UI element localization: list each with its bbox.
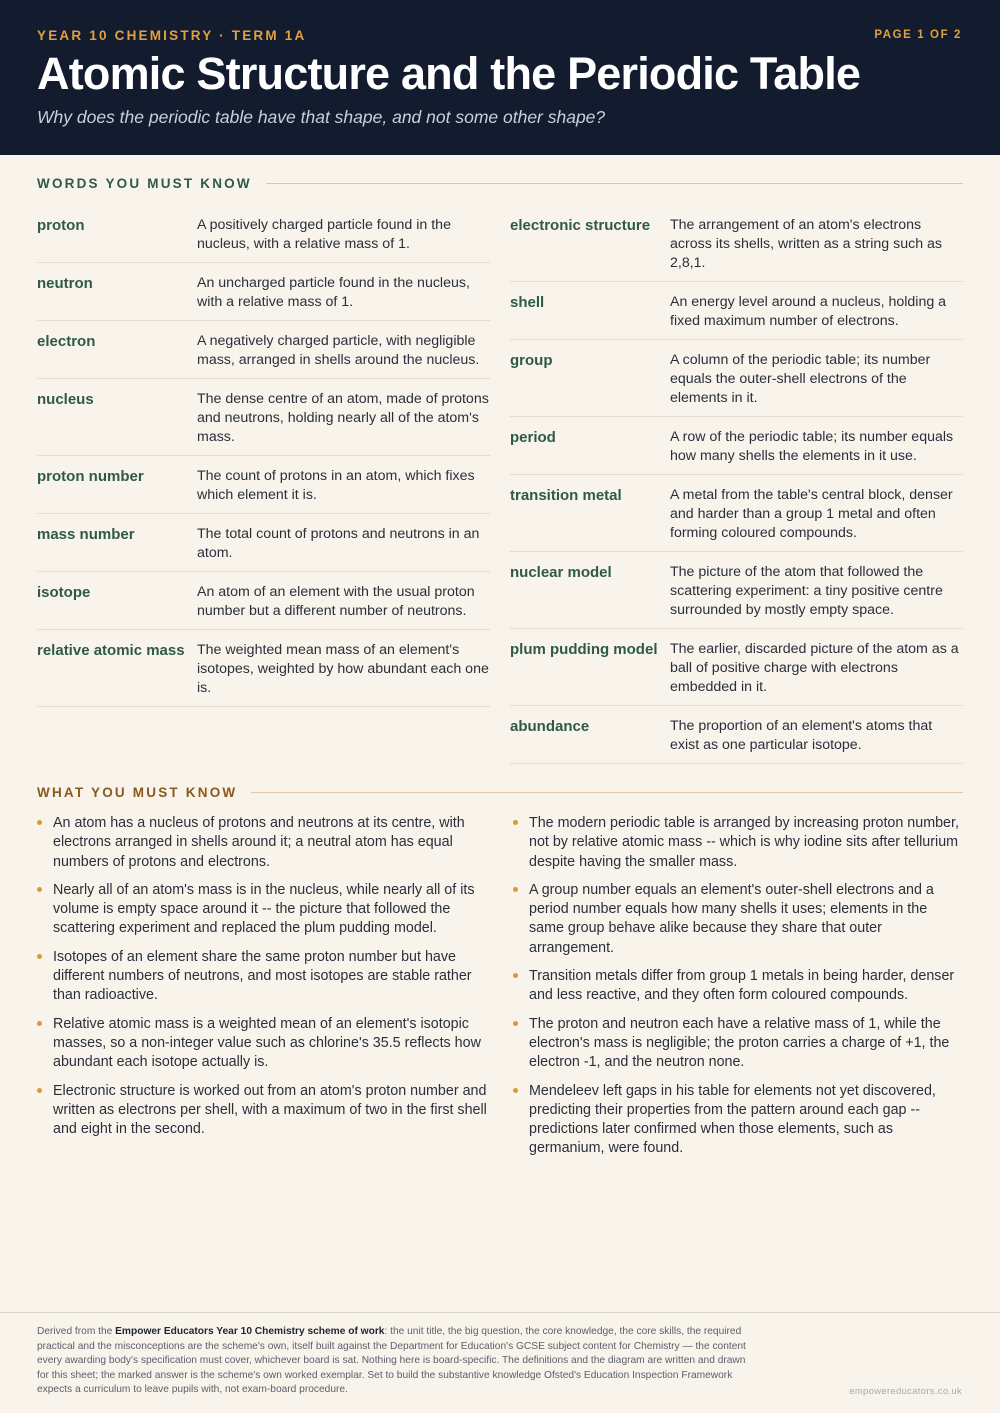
key-point: [513, 1015, 963, 1073]
bullet-icon: [513, 973, 518, 978]
glossary-row: [37, 263, 490, 321]
glossary-term: neutron: [37, 275, 93, 292]
key-point-text: Mendeleev left gaps in his table for elements not yet discovered, predicting their properties from the pattern around each gap -- predictions later confirmed when those elements, such as germanium, were found.: [529, 1082, 936, 1157]
words-heading-rule: [266, 183, 963, 184]
glossary-definition: A metal from the table's central block, denser and harder than a group 1 metal and often forming coloured compounds.: [670, 487, 953, 541]
bullet-icon: [513, 1021, 518, 1026]
bullet-icon: [37, 1088, 42, 1093]
bullet-icon: [513, 1088, 518, 1093]
glossary-row: [37, 630, 490, 707]
key-point: [37, 814, 490, 872]
key-points: [37, 814, 963, 1168]
glossary-term: nuclear model: [510, 564, 612, 581]
source-note-body: : the unit title, the big question, the core knowledge, the core skills, the required practical and the misconceptions are the scheme's own, itself built against the Department for Education's GCSE subject content for Chemistry — the content every awarding body's specification must cover, whichever board is sat. Nothing here is board-specific. The definitions and the diagram are written and drawn for this sheet; the marked answer is the scheme's own worked exemplar. Set to build the substantive knowledge Ofsted's Education Inspection Framework expects a curriculum to leave pupils with, not exam-board procedure.: [37, 1326, 746, 1395]
glossary-term: isotope: [37, 584, 91, 601]
glossary-row: [510, 417, 963, 475]
course-kicker: YEAR 10 CHEMISTRY · TERM 1A: [37, 28, 307, 43]
key-point-text: Electronic structure is worked out from an atom's proton number and written as electrons per shell, with a maximum of two in the first shell and eight in the second.: [53, 1082, 487, 1138]
glossary-term: nucleus: [37, 391, 94, 408]
bullet-icon: [513, 887, 518, 892]
glossary-definition: The arrangement of an atom's electrons across its shells, written as a string such as 2,8,1.: [670, 217, 943, 271]
key-point: [513, 881, 963, 958]
glossary-row: [37, 514, 490, 572]
key-points-right-column: [513, 814, 963, 1168]
glossary-definition: The earlier, discarded picture of the atom as a ball of positive charge with electrons embedded in it.: [670, 641, 959, 695]
site-url: empowereducators.co.uk: [849, 1386, 962, 1397]
glossary-term: period: [510, 429, 556, 446]
key-point-text: An atom has a nucleus of protons and neutrons at its centre, with electrons arranged in shells around it; a neutral atom has equal numbers of protons and electrons.: [53, 815, 465, 870]
glossary-term: electronic structure: [510, 217, 651, 234]
glossary-term: mass number: [37, 526, 135, 543]
glossary-definition: The weighted mean mass of an element's isotopes, weighted by how abundant each one is.: [197, 642, 489, 696]
bullet-icon: [513, 820, 518, 825]
key-point: [513, 1082, 963, 1159]
source-note: [37, 1325, 757, 1398]
glossary: [37, 205, 963, 764]
glossary-term: proton number: [37, 468, 144, 485]
glossary-term: transition metal: [510, 487, 622, 504]
glossary-row: [510, 475, 963, 552]
key-point-text: Nearly all of an atom's mass is in the nucleus, while nearly all of its volume is empty space around it -- the picture that followed the scattering experiment and replaced the plum pudding model.: [53, 881, 475, 937]
bullet-icon: [37, 887, 42, 892]
glossary-row: [510, 552, 963, 629]
glossary-row: [37, 379, 490, 456]
key-point-text: The modern periodic table is arranged by increasing proton number, not by relative atomic mass -- which is why iodine sits after tellurium despite having the smaller mass.: [529, 815, 959, 870]
glossary-term: shell: [510, 294, 545, 311]
key-point: [37, 1015, 490, 1073]
scheme-name: Empower Educators Year 10 Chemistry scheme of work: [115, 1326, 385, 1337]
bullet-icon: [37, 954, 42, 959]
glossary-definition: The picture of the atom that followed the scattering experiment: a tiny positive centre surrounded by mostly empty space.: [670, 564, 943, 618]
must-heading-rule: [251, 792, 963, 793]
key-point-text: The proton and neutron each have a relative mass of 1, while the electron's mass is negligible; the proton carries a charge of +1, the electron -1, and the neutron none.: [529, 1015, 950, 1071]
glossary-row: [37, 321, 490, 379]
key-points-left-column: [37, 814, 490, 1168]
must-heading: WHAT YOU MUST KNOW: [37, 785, 238, 800]
glossary-term: abundance: [510, 718, 590, 735]
key-point: [37, 881, 490, 939]
bullet-icon: [37, 820, 42, 825]
glossary-definition: An energy level around a nucleus, holding a fixed maximum number of electrons.: [670, 294, 947, 329]
glossary-definition: A column of the periodic table; its number equals the outer-shell electrons of the elements in it.: [670, 352, 931, 406]
glossary-definition: A negatively charged particle, with negligible mass, arranged in shells around the nucleus.: [197, 333, 480, 368]
must-heading-row: [37, 785, 963, 800]
glossary-definition: An atom of an element with the usual proton number but a different number of neutrons.: [197, 584, 475, 619]
key-point-text: Isotopes of an element share the same proton number but have different numbers of neutrons, and most isotopes are stable rather than radioactive.: [53, 948, 472, 1004]
glossary-row: [510, 340, 963, 417]
words-section: [0, 176, 1000, 1168]
key-point: [513, 967, 963, 1006]
key-point: [37, 1082, 490, 1140]
glossary-definition: The dense centre of an atom, made of protons and neutrons, holding nearly all of the atom's mass.: [197, 391, 489, 445]
words-heading: WORDS YOU MUST KNOW: [37, 176, 252, 191]
bullet-icon: [37, 1021, 42, 1026]
page-number: PAGE 1 OF 2: [874, 29, 962, 41]
key-point-text: Transition metals differ from group 1 metals in being harder, denser and less reactive, and they often form coloured compounds.: [529, 968, 955, 1004]
glossary-row: [510, 282, 963, 340]
page-footer: [0, 1312, 1000, 1413]
glossary-row: [37, 205, 490, 263]
glossary-left-column: [37, 205, 490, 764]
glossary-term: relative atomic mass: [37, 642, 185, 659]
key-point: [37, 948, 490, 1006]
glossary-definition: A row of the periodic table; its number equals how many shells the elements in it use.: [670, 429, 954, 464]
page-header: [0, 0, 1000, 155]
glossary-term: plum pudding model: [510, 641, 658, 658]
glossary-definition: The proportion of an element's atoms that exist as one particular isotope.: [670, 718, 933, 753]
page-title: Atomic Structure and the Periodic Table: [37, 48, 861, 99]
glossary-row: [37, 456, 490, 514]
glossary-term: group: [510, 352, 553, 369]
glossary-row: [37, 572, 490, 630]
glossary-term: proton: [37, 217, 85, 234]
key-point-text: Relative atomic mass is a weighted mean of an element's isotopic masses, so a non-integer value such as chlorine's 35.5 reflects how abundant each isotope actually is.: [53, 1015, 481, 1071]
glossary-definition: The total count of protons and neutrons in an atom.: [197, 526, 480, 561]
glossary-term: electron: [37, 333, 96, 350]
glossary-row: [510, 629, 963, 706]
words-heading-row: [37, 176, 963, 191]
glossary-definition: The count of protons in an atom, which fixes which element it is.: [197, 468, 475, 503]
glossary-row: [510, 205, 963, 282]
key-point: [513, 814, 963, 872]
key-point-text: A group number equals an element's outer-shell electrons and a period number equals how many shells it uses; elements in the same group behave alike because they share that outer arrangement.: [529, 881, 934, 956]
source-note-prefix: Derived from the: [37, 1326, 116, 1337]
glossary-definition: A positively charged particle found in the nucleus, with a relative mass of 1.: [197, 217, 451, 252]
glossary-right-column: [510, 205, 963, 764]
glossary-row: [510, 706, 963, 764]
glossary-definition: An uncharged particle found in the nucleus, with a relative mass of 1.: [197, 275, 470, 310]
big-question: Why does the periodic table have that shape, and not some other shape?: [37, 106, 606, 127]
